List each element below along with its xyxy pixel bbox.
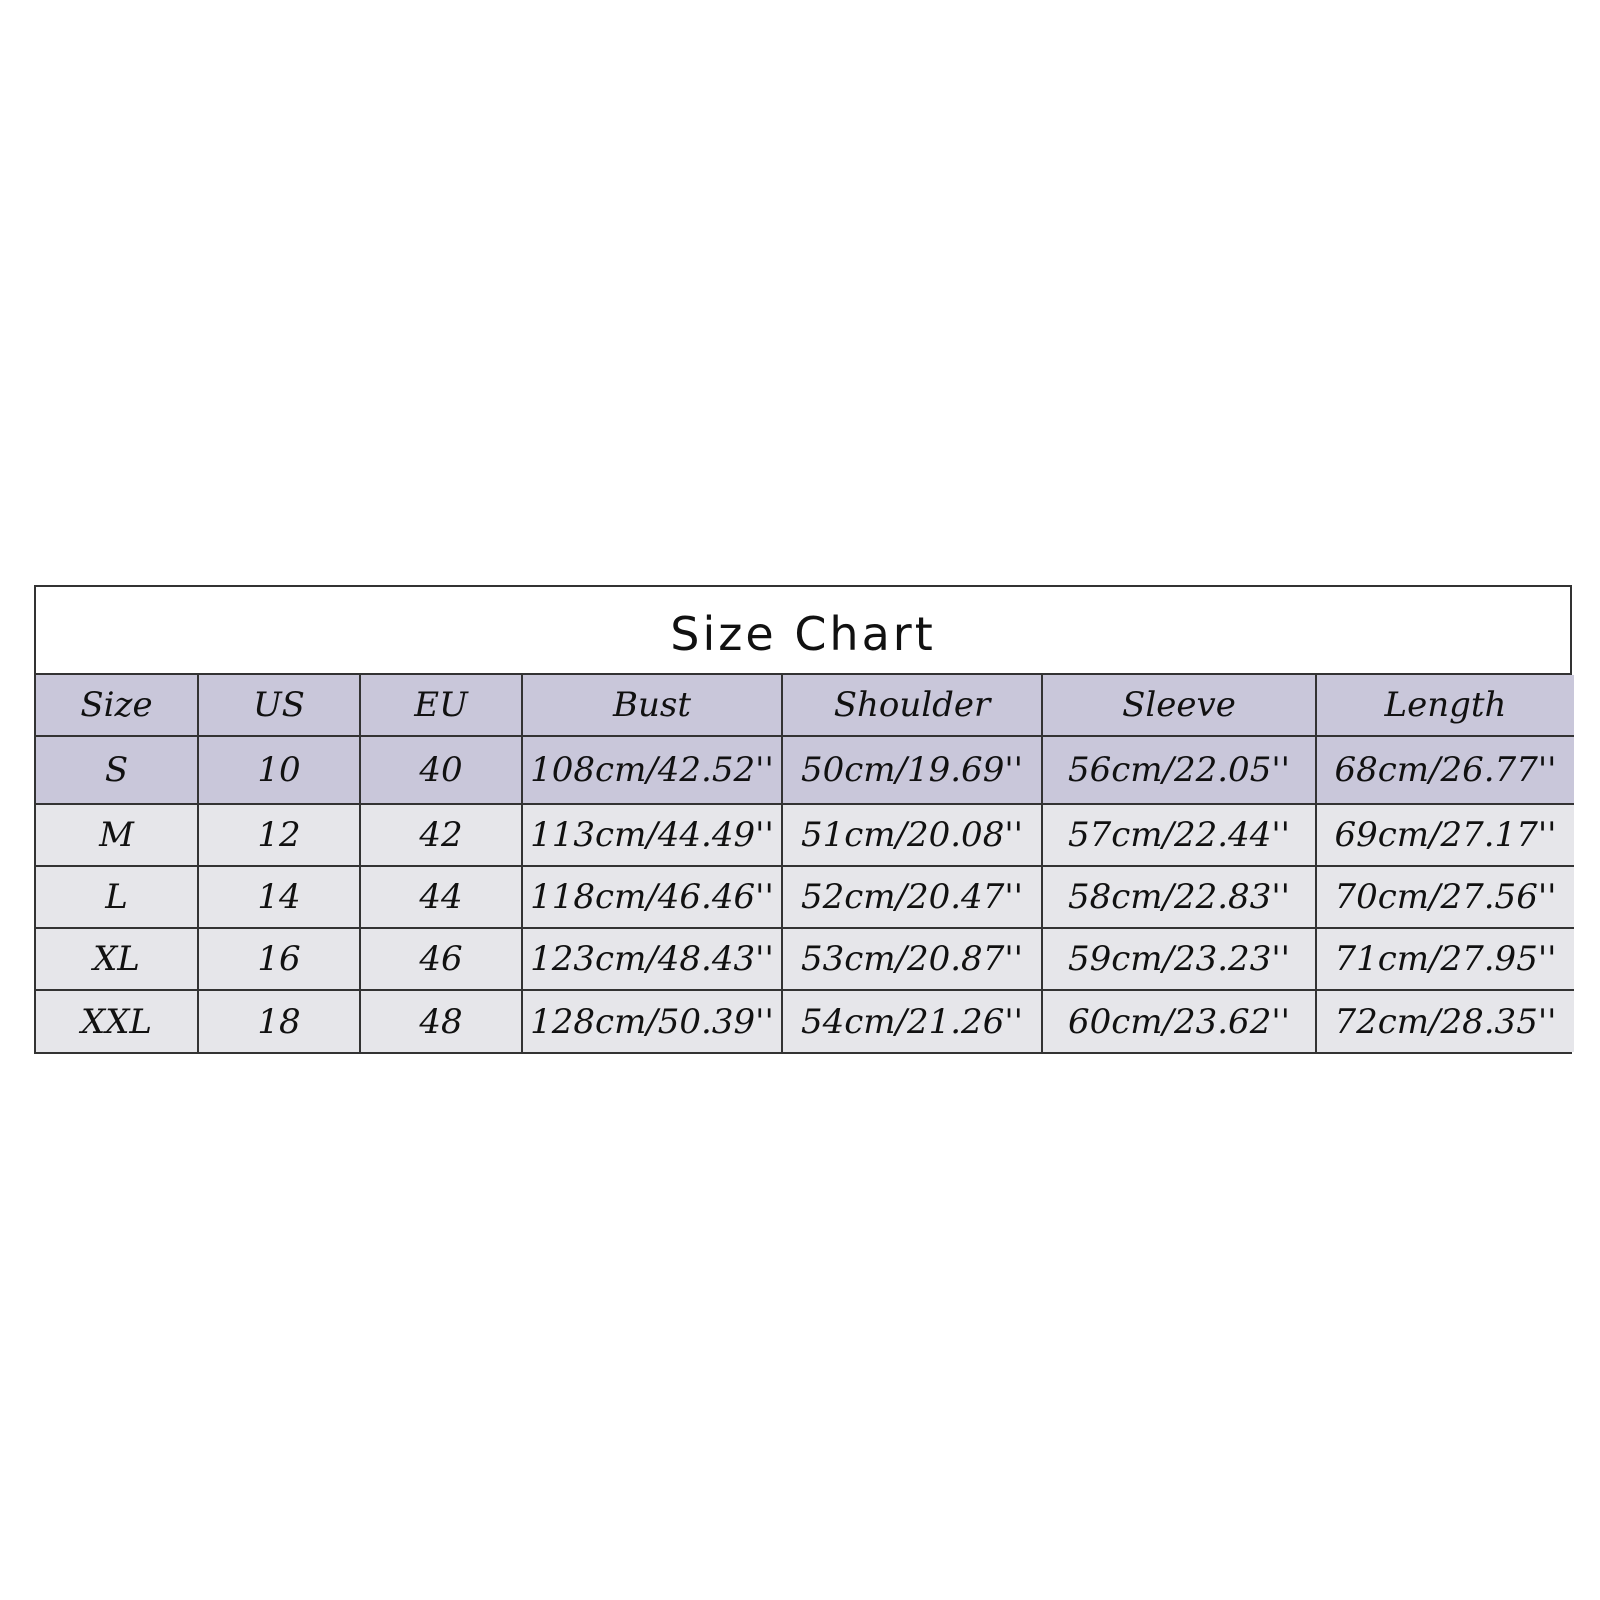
cell-bust: 108cm/42.52'': [522, 736, 782, 804]
cell-eu: 42: [360, 804, 522, 866]
cell-bust: 123cm/48.43'': [522, 928, 782, 990]
cell-eu: 44: [360, 866, 522, 928]
size-table: [36, 675, 1574, 1052]
cell-length: 72cm/28.35'': [1316, 990, 1574, 1052]
column-header-size: Size: [36, 675, 198, 736]
column-header-eu: EU: [360, 675, 522, 736]
size-chart-table: [34, 585, 1572, 1054]
cell-sleeve: 59cm/23.23'': [1042, 928, 1316, 990]
column-header-us: US: [198, 675, 360, 736]
table-row: [36, 866, 1574, 928]
column-header-bust: Bust: [522, 675, 782, 736]
cell-size: S: [36, 736, 198, 804]
cell-bust: 113cm/44.49'': [522, 804, 782, 866]
cell-eu: 46: [360, 928, 522, 990]
cell-shoulder: 53cm/20.87'': [782, 928, 1042, 990]
column-header-length: Length: [1316, 675, 1574, 736]
cell-sleeve: 56cm/22.05'': [1042, 736, 1316, 804]
cell-bust: 128cm/50.39'': [522, 990, 782, 1052]
cell-sleeve: 60cm/23.62'': [1042, 990, 1316, 1052]
cell-sleeve: 57cm/22.44'': [1042, 804, 1316, 866]
cell-us: 12: [198, 804, 360, 866]
cell-size: L: [36, 866, 198, 928]
cell-shoulder: 50cm/19.69'': [782, 736, 1042, 804]
chart-title: Size Chart: [670, 607, 936, 661]
cell-shoulder: 52cm/20.47'': [782, 866, 1042, 928]
table-row: [36, 928, 1574, 990]
table-row: [36, 736, 1574, 804]
cell-length: 70cm/27.56'': [1316, 866, 1574, 928]
cell-us: 18: [198, 990, 360, 1052]
title-row: [36, 587, 1570, 675]
cell-shoulder: 51cm/20.08'': [782, 804, 1042, 866]
cell-size: XXL: [36, 990, 198, 1052]
cell-length: 69cm/27.17'': [1316, 804, 1574, 866]
table-row: [36, 990, 1574, 1052]
cell-length: 68cm/26.77'': [1316, 736, 1574, 804]
cell-sleeve: 58cm/22.83'': [1042, 866, 1316, 928]
cell-eu: 48: [360, 990, 522, 1052]
cell-size: XL: [36, 928, 198, 990]
cell-us: 10: [198, 736, 360, 804]
cell-us: 16: [198, 928, 360, 990]
header-row: [36, 675, 1574, 736]
cell-length: 71cm/27.95'': [1316, 928, 1574, 990]
cell-us: 14: [198, 866, 360, 928]
cell-shoulder: 54cm/21.26'': [782, 990, 1042, 1052]
column-header-shoulder: Shoulder: [782, 675, 1042, 736]
cell-bust: 118cm/46.46'': [522, 866, 782, 928]
column-header-sleeve: Sleeve: [1042, 675, 1316, 736]
cell-eu: 40: [360, 736, 522, 804]
cell-size: M: [36, 804, 198, 866]
table-row: [36, 804, 1574, 866]
